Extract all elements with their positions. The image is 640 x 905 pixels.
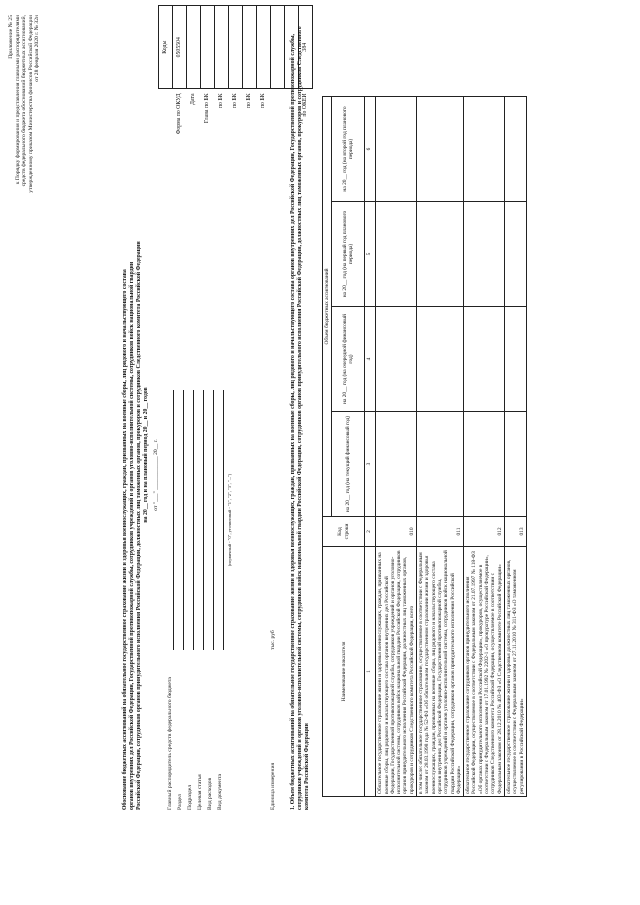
column-number: 5 bbox=[365, 202, 376, 307]
header-field: Раздел bbox=[177, 390, 187, 810]
value-cell[interactable] bbox=[417, 202, 464, 307]
field-line bbox=[167, 390, 174, 650]
code-cell bbox=[271, 6, 285, 89]
date-label: Дата bbox=[190, 93, 197, 105]
document-date: от "___" ____________ 20__ г. bbox=[153, 439, 159, 511]
header-field: Подраздел bbox=[187, 390, 197, 810]
col-current-year: на 20__ год (на текущий финансовый год) bbox=[332, 412, 365, 517]
value-cell[interactable] bbox=[504, 307, 526, 412]
row-code: 011 bbox=[417, 517, 464, 547]
document-title: Обоснование бюджетных ассигнований на обязательное государственное страхование жизни и здоровья военнослужащих, граждан, призванных на военные сборы, лиц рядового и начальствующего состава органов внутренних дел Российской Федерации, Государственной противопожарной службы, сотрудников учреждений и органов уголовно-исполнительной системы, сотрудников войск национальной гвардии Российской Федерации, сотрудников органов принудительного исполнения Российской Федерации, должностных лиц таможенных органов, прокуроров и сотрудников Следственного комитета Российской Федерации bbox=[122, 241, 142, 810]
table-row bbox=[376, 96, 417, 796]
col-code-header: Код строки bbox=[323, 517, 365, 547]
table-row bbox=[464, 96, 505, 796]
doc-type-note: (первичный - "0", уточненный - "1", "2", "3", "...") bbox=[227, 473, 232, 567]
group-header: Объем бюджетных ассигнований bbox=[323, 96, 332, 516]
header-fields bbox=[167, 390, 234, 810]
row-name: обязательное государственное страхование сотрудников органов принудительного исполнения Российской Федерации, осуществляемое в соответствии с Федеральным законом от 21.07.1997 № 118-ФЗ «Об органах принудительного исполнения Российской Федерации», прокуроров, осуществляемое в соответствии с Федеральным законом от 17.01.1992 № 2202-1 «О прокуратуре Российской Федерации», сотрудников Следственного комитета Российской Федерации, осуществляемое в соответствии с Федеральным законом от 28.12.2010 № 403-ФЗ «О Следственном комитете Российской Федерации» bbox=[464, 547, 505, 797]
value-cell[interactable] bbox=[417, 412, 464, 517]
value-cell[interactable] bbox=[376, 202, 417, 307]
code-cell bbox=[215, 6, 229, 89]
appendix-line: средств федерального бюджета обоснований бюджетных ассигнований, bbox=[21, 15, 28, 187]
row-name: Обязательное государственное страхование жизни и здоровья военнослужащих, граждан, призванных на военные сборы, лиц рядового и начальствующего состава органов внутренних дел Российской Федерации, Государственной противопожарной службы, сотрудников учреждений и органов уголовно-исполнительной системы, сотрудников войск национальной гвардии Российской Федерации, сотрудников органов принудительного исполнения Российской Федерации, должностных лиц таможенных органов, прокуроров и сотрудников Следственного комитета Российской Федерации, всего bbox=[376, 547, 417, 797]
unit-row bbox=[270, 510, 277, 810]
column-number: 2 bbox=[365, 517, 376, 547]
header-field: Вид документа bbox=[217, 390, 227, 810]
code-label: по БК bbox=[260, 93, 267, 109]
appendix-line: от 28 февраля 2020 г. № 32н bbox=[34, 15, 41, 82]
column-number: 6 bbox=[365, 96, 376, 201]
value-cell[interactable] bbox=[464, 307, 505, 412]
table-row bbox=[504, 96, 526, 796]
section-title: 1. Объем бюджетных ассигнований на обязательное государственное страхование жизни и здоровья военнослужащих, граждан, призванных на военные сборы, лиц рядового и начальствующего состава органов внутренних дел Российской Федерации, Государственной противопожарной службы, сотрудников учреждений и органов уголовно-исполнительной системы, сотрудников войск национальной гвардии Российской Федерации, сотрудников органов принудительного исполнения Российской Федерации, должностных лиц таможенных органов, прокуроров и сотрудников Следственного комитета Российской Федерации bbox=[290, 26, 310, 810]
appendix-line: к Порядку формирования и представления главными распорядителями bbox=[14, 15, 21, 185]
row-code: 012 bbox=[464, 517, 505, 547]
value-cell[interactable] bbox=[417, 307, 464, 412]
code-label: по БК bbox=[232, 93, 239, 109]
row-code: 010 bbox=[376, 517, 417, 547]
value-cell[interactable] bbox=[504, 412, 526, 517]
code-label: по БК bbox=[218, 93, 225, 109]
code-label: Глава по БК bbox=[204, 93, 211, 124]
unit-label: Единица измерения bbox=[270, 762, 276, 810]
unit-value: тыс. руб bbox=[270, 630, 276, 650]
field-line bbox=[177, 390, 184, 650]
codes-header: Коды bbox=[159, 6, 173, 89]
header-field: Вид расходов bbox=[207, 390, 217, 810]
okei-label: по ОКЕИ bbox=[302, 93, 309, 117]
okei-code: 384 bbox=[299, 6, 313, 89]
allocations-table bbox=[322, 96, 527, 797]
row-name: обязательное государственное страхование жизни и здоровья должностных лиц таможенных органов, осуществляемое в соответствии с Федеральным законом от 27.11.2010 № 311-ФЗ «О таможенном регулировании в Российской Федерации» bbox=[504, 547, 526, 797]
field-line bbox=[187, 390, 194, 650]
value-cell[interactable] bbox=[504, 96, 526, 201]
field-line bbox=[197, 390, 204, 650]
row-code: 013 bbox=[504, 517, 526, 547]
form-code: 0505504 bbox=[173, 6, 187, 89]
column-number: 1 bbox=[365, 547, 376, 797]
row-name: в том числе: обязательное государственное страхование, осуществляемое в соответствии с Федеральным законом от 28.03.1998 года № 52-ФЗ «Об обязательном государственном страховании жизни и здоровья военнослужащих, граждан, призванных на военные сборы, лиц рядового и начальствующего состава органов внутренних дел Российской Федерации, Государственной противопожарной службы, сотрудников учреждений и органов уголовно-исполнительной системы, сотрудников войск национальной гвардии Российской Федерации, сотрудников органов принудительного исполнения Российской Федерации» bbox=[417, 547, 464, 797]
value-cell[interactable] bbox=[376, 307, 417, 412]
table-row bbox=[417, 96, 464, 796]
code-cell bbox=[257, 6, 271, 89]
code-label: по БК bbox=[246, 93, 253, 109]
appendix-line: утвержденному приказом Министерства финансов Российской Федерации bbox=[27, 15, 34, 193]
value-cell[interactable] bbox=[417, 96, 464, 201]
col-plan-year-1: на 20__ год (на первый год планового периода) bbox=[332, 202, 365, 307]
value-cell[interactable] bbox=[464, 412, 505, 517]
field-line bbox=[217, 390, 224, 650]
field-line bbox=[207, 390, 214, 650]
header-field: Главный распорядитель средств федерального бюджета bbox=[167, 390, 177, 810]
column-number: 4 bbox=[365, 307, 376, 412]
value-cell[interactable] bbox=[464, 202, 505, 307]
column-number: 3 bbox=[365, 412, 376, 517]
col-next-year: на 20__ год (на очередной финансовый год) bbox=[332, 307, 365, 412]
form-label: Форма по ОКУД bbox=[176, 93, 183, 135]
date-cell bbox=[187, 6, 201, 89]
value-cell[interactable] bbox=[504, 202, 526, 307]
appendix-note bbox=[8, 15, 41, 345]
code-cell bbox=[243, 6, 257, 89]
appendix-number: Приложение № 25 bbox=[8, 15, 14, 59]
col-name-header: Наименование показателя bbox=[323, 547, 365, 797]
code-cell bbox=[201, 6, 215, 89]
header-field: Целевая статья bbox=[197, 390, 207, 810]
value-cell[interactable] bbox=[376, 96, 417, 201]
code-cell bbox=[229, 6, 243, 89]
document-period: на 20__ год и на плановый период 20__ и 20__ годов bbox=[143, 387, 149, 523]
value-cell[interactable] bbox=[376, 412, 417, 517]
value-cell[interactable] bbox=[464, 96, 505, 201]
col-plan-year-2: на 20__ год (на второй год планового периода) bbox=[332, 96, 365, 201]
